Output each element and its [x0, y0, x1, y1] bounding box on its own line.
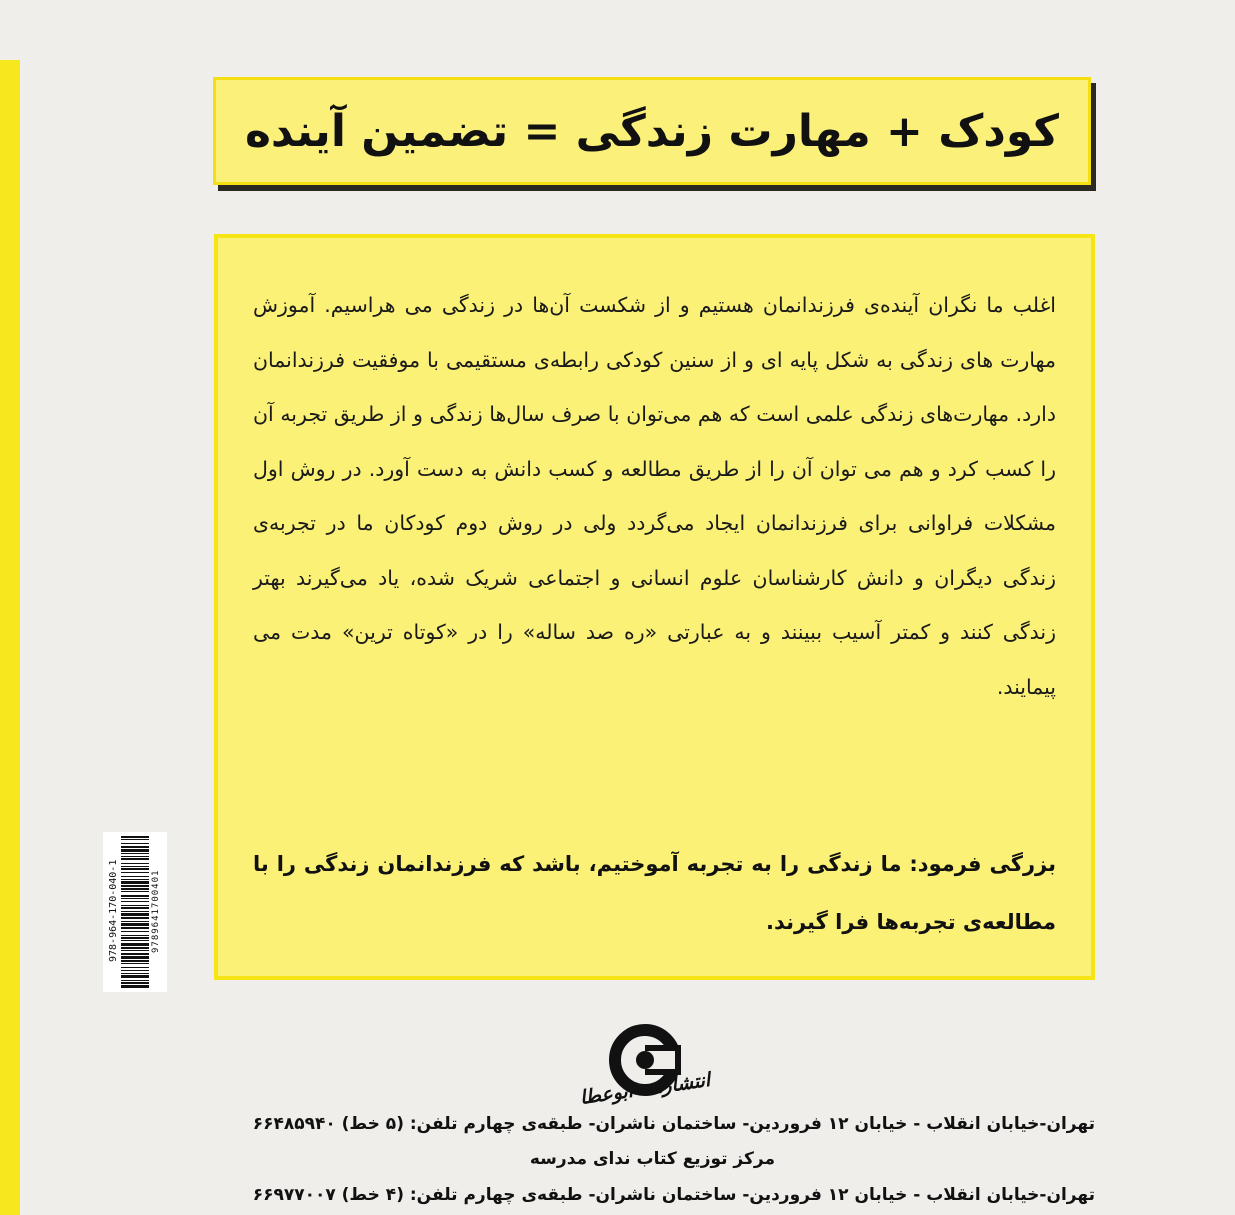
ean-number: 9789641700401 [151, 869, 161, 953]
distribution-center: مرکز توزیع کتاب ندای مدرسه [529, 1149, 775, 1169]
description-panel [214, 234, 1095, 980]
title-banner [213, 77, 1091, 185]
closing-quote: بزرگی فرمود: ما زندگی را به تجربه آموختیم، باشد که فرزندانمان زندگی را با مطالعه‌ی تجربه‌ها فرا گیرند. [253, 852, 1056, 934]
description-paragraph: اغلب ما نگران آینده‌ی فرزندانمان هستیم و از شکست آن‌ها در زندگی می هراسیم. آموزش مهارت های زندگی به شکل پایه ای و از سنین کودکی رابطه‌ی مستقیمی با موفقیت فرزندانمان دارد. مهارت‌های زندگی علمی است که هم می‌توان با صرف سال‌ها زندگی و از طریق تجربه آن را کسب کرد و هم می توان آن را از طریق مطالعه و کسب دانش به دست آورد. در روش اول مشکلات فراوانی برای فرزندانمان ایجاد می‌گردد ولی در روش دوم کودکان ما در تجربه‌ی زندگی دیگران و دانش کارشناسان علوم انسانی و اجتماعی شریک شده، یاد می‌گیرند بهتر زندگی کنند و کمتر آسیب ببینند و به عبارتی «ره صد ساله» را در «کوتاه ترین» مدت می پیمایند. [253, 293, 1056, 699]
book-slogan: کودک + مهارت زندگی = تضمین آینده [244, 105, 1060, 157]
publisher-name: انتشارات ابوعطا [578, 1068, 712, 1110]
isbn-label: 978-964-170-040-1 [108, 859, 119, 963]
distribution-address: تهران-خیابان انقلاب - خیابان ۱۲ فروردین- ساختمان ناشران- طبقه‌ی چهارم تلفن: (۴ خط) ۶۶۹۷۷۰۰۷ [252, 1185, 1095, 1205]
spine-stripe [0, 60, 20, 1215]
publisher-address: تهران-خیابان انقلاب - خیابان ۱۲ فروردین- ساختمان ناشران- طبقه‌ی چهارم تلفن: (۵ خط) ۶۶۴۸۵۹۴۰ [252, 1114, 1095, 1134]
